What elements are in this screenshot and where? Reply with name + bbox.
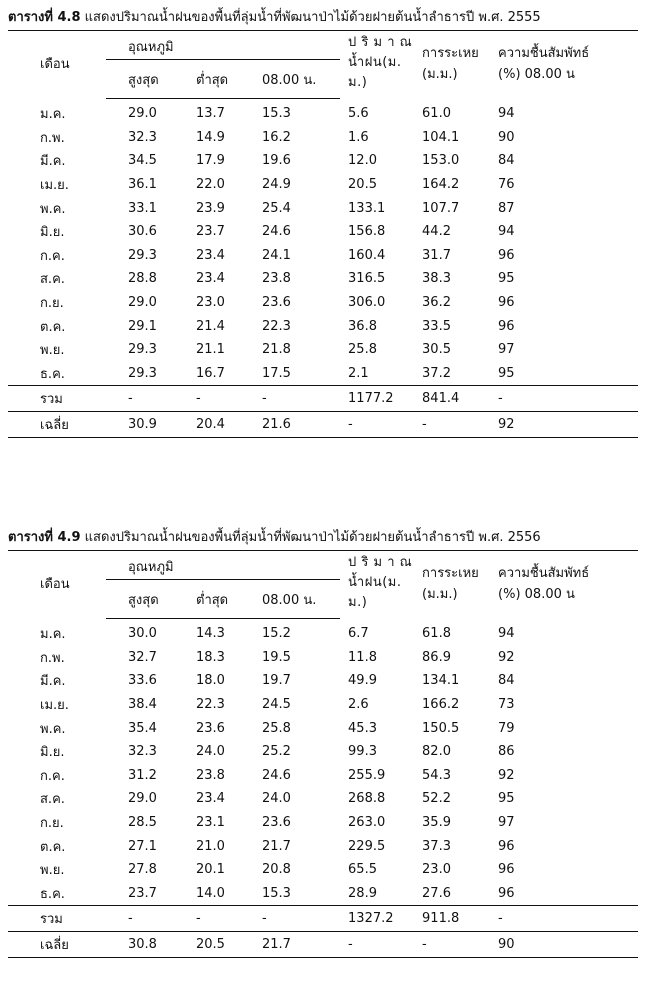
humidity-cell: 79 (498, 720, 515, 736)
temp-0800-cell: 19.5 (262, 649, 291, 665)
total-humidity: - (494, 386, 638, 412)
header-min-temp: ต่ำสุด (174, 580, 240, 619)
total-max: - (106, 906, 174, 932)
header-evaporation-line2: (ม.ม.) (422, 66, 458, 82)
rainfall-cell: 306.0 (348, 295, 386, 311)
evaporation-cell: 164.2 (422, 177, 460, 193)
humidity-cell: 92 (498, 767, 515, 783)
evaporation-cell: 36.2 (422, 295, 451, 311)
max-temp-cell: 31.2 (128, 767, 157, 783)
header-humidity (494, 551, 638, 619)
max-temp-cell: 28.5 (128, 815, 157, 831)
humidity-cell: 95 (498, 365, 515, 381)
average-max: 30.8 (106, 932, 174, 958)
evaporation-cell: 30.5 (422, 342, 451, 358)
max-temp-cell: 29.3 (128, 342, 157, 358)
average-evap: - (418, 412, 494, 438)
max-temp-cell: 23.7 (128, 885, 157, 901)
table-caption (8, 6, 638, 30)
min-temp-cell: 18.0 (196, 673, 225, 689)
total-humidity: - (494, 906, 638, 932)
rainfall-cell: 12.0 (348, 153, 377, 169)
month-cell: ก.พ. (40, 130, 65, 146)
header-humidity-line2: (%) 08.00 น (498, 66, 575, 82)
rainfall-cell: 11.8 (348, 649, 377, 665)
average-rain: - (340, 932, 418, 958)
rainfall-cell: 45.3 (348, 720, 377, 736)
total-row (8, 386, 638, 412)
humidity-cell: 96 (498, 318, 515, 334)
caption-text: แสดงปริมาณน้ำฝนของพื้นที่ลุ่มน้ำที่พัฒนาป่าไม้ด้วยฝายต้นน้ำลำธารปี พ.ศ. 2555 (84, 10, 541, 25)
humidity-cell: 94 (498, 224, 515, 240)
average-row (8, 932, 638, 958)
rainfall-cell: 2.6 (348, 697, 369, 713)
min-temp-cell: 13.7 (196, 106, 225, 122)
rainfall-cell: 99.3 (348, 744, 377, 760)
table-row (8, 314, 638, 338)
table-row (8, 126, 638, 150)
table-row (8, 693, 638, 717)
humidity-cell: 96 (498, 247, 515, 263)
humidity-cell: 84 (498, 673, 515, 689)
month-cell: เม.ย. (40, 178, 69, 194)
evaporation-cell: 86.9 (422, 649, 451, 665)
min-temp-cell: 22.0 (196, 177, 225, 193)
average-rain: - (340, 412, 418, 438)
header-humidity-line1: ความชื้นสัมพัทธ์ (498, 565, 590, 581)
evaporation-cell: 52.2 (422, 791, 451, 807)
min-temp-cell: 21.1 (196, 342, 225, 358)
header-evaporation-line1: การระเหย (422, 45, 479, 61)
temp-0800-cell: 17.5 (262, 365, 291, 381)
header-min-temp: ต่ำสุด (174, 60, 240, 99)
max-temp-cell: 29.3 (128, 365, 157, 381)
evaporation-cell: 104.1 (422, 129, 460, 145)
header-humidity-line2: (%) 08.00 น (498, 586, 575, 602)
max-temp-cell: 29.0 (128, 295, 157, 311)
min-temp-cell: 17.9 (196, 153, 225, 169)
rainfall-cell: 5.6 (348, 106, 369, 122)
table-row (8, 196, 638, 220)
min-temp-cell: 21.4 (196, 318, 225, 334)
temp-0800-cell: 24.9 (262, 177, 291, 193)
min-temp-cell: 22.3 (196, 697, 225, 713)
max-temp-cell: 27.1 (128, 838, 157, 854)
temp-0800-cell: 15.3 (262, 885, 291, 901)
month-cell: พ.ค. (40, 201, 66, 217)
temp-0800-cell: 19.6 (262, 153, 291, 169)
header-evaporation (418, 551, 494, 619)
humidity-cell: 90 (498, 129, 515, 145)
rainfall-cell: 160.4 (348, 247, 386, 263)
max-temp-cell: 32.3 (128, 744, 157, 760)
max-temp-cell: 33.6 (128, 673, 157, 689)
evaporation-cell: 61.8 (422, 626, 451, 642)
header-temperature: อุณหภูมิ (106, 551, 340, 580)
rainfall-cell: 6.7 (348, 626, 369, 642)
min-temp-cell: 20.1 (196, 862, 225, 878)
average-max: 30.9 (106, 412, 174, 438)
humidity-cell: 95 (498, 791, 515, 807)
min-temp-cell: 23.6 (196, 720, 225, 736)
evaporation-cell: 37.2 (422, 365, 451, 381)
average-min: 20.5 (174, 932, 240, 958)
min-temp-cell: 14.9 (196, 129, 225, 145)
evaporation-cell: 153.0 (422, 153, 460, 169)
rainfall-cell: 36.8 (348, 318, 377, 334)
temp-0800-cell: 24.5 (262, 697, 291, 713)
table-4-8-block (8, 6, 638, 438)
max-temp-cell: 32.7 (128, 649, 157, 665)
evaporation-cell: 23.0 (422, 862, 451, 878)
average-humidity: 90 (494, 932, 638, 958)
average-humidity: 92 (494, 412, 638, 438)
month-cell: เม.ย. (40, 698, 69, 714)
max-temp-cell: 35.4 (128, 720, 157, 736)
min-temp-cell: 24.0 (196, 744, 225, 760)
table-row (8, 173, 638, 197)
table-row (8, 149, 638, 173)
total-min: - (174, 906, 240, 932)
temp-0800-cell: 24.6 (262, 767, 291, 783)
humidity-cell: 97 (498, 342, 515, 358)
temp-0800-cell: 23.6 (262, 815, 291, 831)
table-row (8, 267, 638, 291)
evaporation-cell: 33.5 (422, 318, 451, 334)
total-evap: 911.8 (418, 906, 494, 932)
temp-0800-cell: 21.8 (262, 342, 291, 358)
temp-0800-cell: 23.8 (262, 271, 291, 287)
table-row (8, 716, 638, 740)
month-cell: ก.ค. (40, 248, 65, 264)
month-cell: ก.ย. (40, 816, 64, 832)
total-rain: 1177.2 (340, 386, 418, 412)
average-row (8, 412, 638, 438)
min-temp-cell: 16.7 (196, 365, 225, 381)
rainfall-cell: 49.9 (348, 673, 377, 689)
total-evap: 841.4 (418, 386, 494, 412)
total-0800: - (240, 386, 340, 412)
caption-text: แสดงปริมาณน้ำฝนของพื้นที่ลุ่มน้ำที่พัฒนาป่าไม้ด้วยฝายต้นน้ำลำธารปี พ.ศ. 2556 (84, 530, 541, 545)
header-temperature: อุณหภูมิ (106, 31, 340, 60)
rainfall-cell: 263.0 (348, 815, 386, 831)
temp-0800-cell: 25.2 (262, 744, 291, 760)
max-temp-cell: 32.3 (128, 129, 157, 145)
month-cell: มิ.ย. (40, 225, 65, 241)
header-0800-temp: 08.00 น. (240, 580, 340, 619)
month-cell: ส.ค. (40, 792, 65, 808)
table-row (8, 787, 638, 811)
table-row (8, 619, 638, 646)
min-temp-cell: 23.8 (196, 767, 225, 783)
average-label: เฉลี่ย (8, 932, 106, 958)
month-cell: ม.ค. (40, 627, 66, 643)
max-temp-cell: 30.0 (128, 626, 157, 642)
max-temp-cell: 33.1 (128, 200, 157, 216)
temp-0800-cell: 15.2 (262, 626, 291, 642)
month-cell: มี.ค. (40, 154, 66, 170)
rainfall-cell: 2.1 (348, 365, 369, 381)
evaporation-cell: 37.3 (422, 838, 451, 854)
caption-label: ตารางที่ 4.9 (8, 530, 81, 545)
evaporation-cell: 166.2 (422, 697, 460, 713)
header-humidity-line1: ความชื้นสัมพัทธ์ (498, 45, 590, 61)
temp-0800-cell: 22.3 (262, 318, 291, 334)
table-row (8, 669, 638, 693)
table-row (8, 362, 638, 386)
caption-label: ตารางที่ 4.8 (8, 10, 81, 25)
rainfall-cell: 156.8 (348, 224, 386, 240)
table-row (8, 646, 638, 670)
evaporation-cell: 44.2 (422, 224, 451, 240)
max-temp-cell: 27.8 (128, 862, 157, 878)
rainfall-cell: 25.8 (348, 342, 377, 358)
humidity-cell: 96 (498, 862, 515, 878)
table-row (8, 99, 638, 126)
humidity-cell: 96 (498, 885, 515, 901)
min-temp-cell: 21.0 (196, 838, 225, 854)
table-row (8, 338, 638, 362)
temp-0800-cell: 19.7 (262, 673, 291, 689)
evaporation-cell: 107.7 (422, 200, 460, 216)
rainfall-cell: 255.9 (348, 767, 386, 783)
max-temp-cell: 29.0 (128, 791, 157, 807)
month-cell: ต.ค. (40, 839, 66, 855)
month-cell: ต.ค. (40, 319, 66, 335)
header-rainfall-line1: ป ริ ม า ณ (348, 35, 413, 50)
humidity-cell: 92 (498, 649, 515, 665)
table-4-9-block (8, 526, 638, 958)
header-0800-temp: 08.00 น. (240, 60, 340, 99)
min-temp-cell: 23.1 (196, 815, 225, 831)
header-rainfall (340, 551, 418, 619)
max-temp-cell: 29.3 (128, 247, 157, 263)
max-temp-cell: 36.1 (128, 177, 157, 193)
header-max-temp: สูงสุด (106, 580, 174, 619)
rainfall-cell: 1.6 (348, 129, 369, 145)
humidity-cell: 87 (498, 200, 515, 216)
humidity-cell: 94 (498, 626, 515, 642)
header-humidity (494, 31, 638, 99)
min-temp-cell: 23.7 (196, 224, 225, 240)
header-evaporation-line1: การระเหย (422, 565, 479, 581)
humidity-cell: 95 (498, 271, 515, 287)
month-cell: ส.ค. (40, 272, 65, 288)
average-0800: 21.6 (240, 412, 340, 438)
min-temp-cell: 14.0 (196, 885, 225, 901)
table-row (8, 858, 638, 882)
header-rainfall-line3: ม.) (348, 75, 368, 90)
header-rainfall (340, 31, 418, 99)
min-temp-cell: 14.3 (196, 626, 225, 642)
header-rainfall-line3: ม.) (348, 595, 368, 610)
header-rainfall-line2: น้ำฝน(ม. (348, 575, 402, 590)
humidity-cell: 96 (498, 295, 515, 311)
table-caption (8, 526, 638, 550)
evaporation-cell: 61.0 (422, 106, 451, 122)
month-cell: มี.ค. (40, 674, 66, 690)
month-cell: ก.ค. (40, 768, 65, 784)
rainfall-cell: 28.9 (348, 885, 377, 901)
average-min: 20.4 (174, 412, 240, 438)
table-row (8, 220, 638, 244)
rainfall-cell: 133.1 (348, 200, 386, 216)
rainfall-cell: 316.5 (348, 271, 386, 287)
total-0800: - (240, 906, 340, 932)
evaporation-cell: 27.6 (422, 885, 451, 901)
temp-0800-cell: 25.4 (262, 200, 291, 216)
table-row (8, 244, 638, 268)
header-evaporation (418, 31, 494, 99)
min-temp-cell: 23.4 (196, 247, 225, 263)
evaporation-cell: 134.1 (422, 673, 460, 689)
humidity-cell: 86 (498, 744, 515, 760)
total-min: - (174, 386, 240, 412)
max-temp-cell: 29.1 (128, 318, 157, 334)
evaporation-cell: 38.3 (422, 271, 451, 287)
total-row (8, 906, 638, 932)
evaporation-cell: 82.0 (422, 744, 451, 760)
evaporation-cell: 54.3 (422, 767, 451, 783)
temp-0800-cell: 20.8 (262, 862, 291, 878)
header-rainfall-line1: ป ริ ม า ณ (348, 555, 413, 570)
min-temp-cell: 23.0 (196, 295, 225, 311)
humidity-cell: 94 (498, 106, 515, 122)
temp-0800-cell: 24.0 (262, 791, 291, 807)
total-label: รวม (8, 386, 106, 412)
total-max: - (106, 386, 174, 412)
min-temp-cell: 23.4 (196, 791, 225, 807)
humidity-cell: 84 (498, 153, 515, 169)
humidity-cell: 73 (498, 697, 515, 713)
header-month: เดือน (8, 551, 106, 619)
header-month: เดือน (8, 31, 106, 99)
table-row (8, 764, 638, 788)
month-cell: ก.พ. (40, 650, 65, 666)
min-temp-cell: 23.4 (196, 271, 225, 287)
humidity-cell: 96 (498, 838, 515, 854)
total-rain: 1327.2 (340, 906, 418, 932)
min-temp-cell: 18.3 (196, 649, 225, 665)
rainfall-cell: 268.8 (348, 791, 386, 807)
header-evaporation-line2: (ม.ม.) (422, 586, 458, 602)
temp-0800-cell: 16.2 (262, 129, 291, 145)
rainfall-cell: 20.5 (348, 177, 377, 193)
month-cell: พ.ค. (40, 721, 66, 737)
total-label: รวม (8, 906, 106, 932)
month-cell: ธ.ค. (40, 366, 65, 382)
table-row (8, 291, 638, 315)
temp-0800-cell: 24.6 (262, 224, 291, 240)
max-temp-cell: 30.6 (128, 224, 157, 240)
temp-0800-cell: 15.3 (262, 106, 291, 122)
table-row (8, 740, 638, 764)
temp-0800-cell: 23.6 (262, 295, 291, 311)
month-cell: พ.ย. (40, 343, 65, 359)
max-temp-cell: 34.5 (128, 153, 157, 169)
evaporation-cell: 35.9 (422, 815, 451, 831)
temp-0800-cell: 25.8 (262, 720, 291, 736)
header-rainfall-line2: น้ำฝน(ม. (348, 55, 402, 70)
rainfall-table-2556 (8, 550, 638, 958)
rainfall-cell: 229.5 (348, 838, 386, 854)
temp-0800-cell: 21.7 (262, 838, 291, 854)
temp-0800-cell: 24.1 (262, 247, 291, 263)
min-temp-cell: 23.9 (196, 200, 225, 216)
evaporation-cell: 31.7 (422, 247, 451, 263)
month-cell: ม.ค. (40, 107, 66, 123)
average-evap: - (418, 932, 494, 958)
table-row (8, 882, 638, 906)
evaporation-cell: 150.5 (422, 720, 460, 736)
table-row (8, 811, 638, 835)
month-cell: พ.ย. (40, 863, 65, 879)
rainfall-table-2555 (8, 30, 638, 438)
max-temp-cell: 29.0 (128, 106, 157, 122)
header-max-temp: สูงสุด (106, 60, 174, 99)
table-row (8, 834, 638, 858)
month-cell: ก.ย. (40, 296, 64, 312)
max-temp-cell: 28.8 (128, 271, 157, 287)
average-label: เฉลี่ย (8, 412, 106, 438)
month-cell: ธ.ค. (40, 886, 65, 902)
humidity-cell: 76 (498, 177, 515, 193)
humidity-cell: 97 (498, 815, 515, 831)
max-temp-cell: 38.4 (128, 697, 157, 713)
rainfall-cell: 65.5 (348, 862, 377, 878)
average-0800: 21.7 (240, 932, 340, 958)
month-cell: มิ.ย. (40, 745, 65, 761)
